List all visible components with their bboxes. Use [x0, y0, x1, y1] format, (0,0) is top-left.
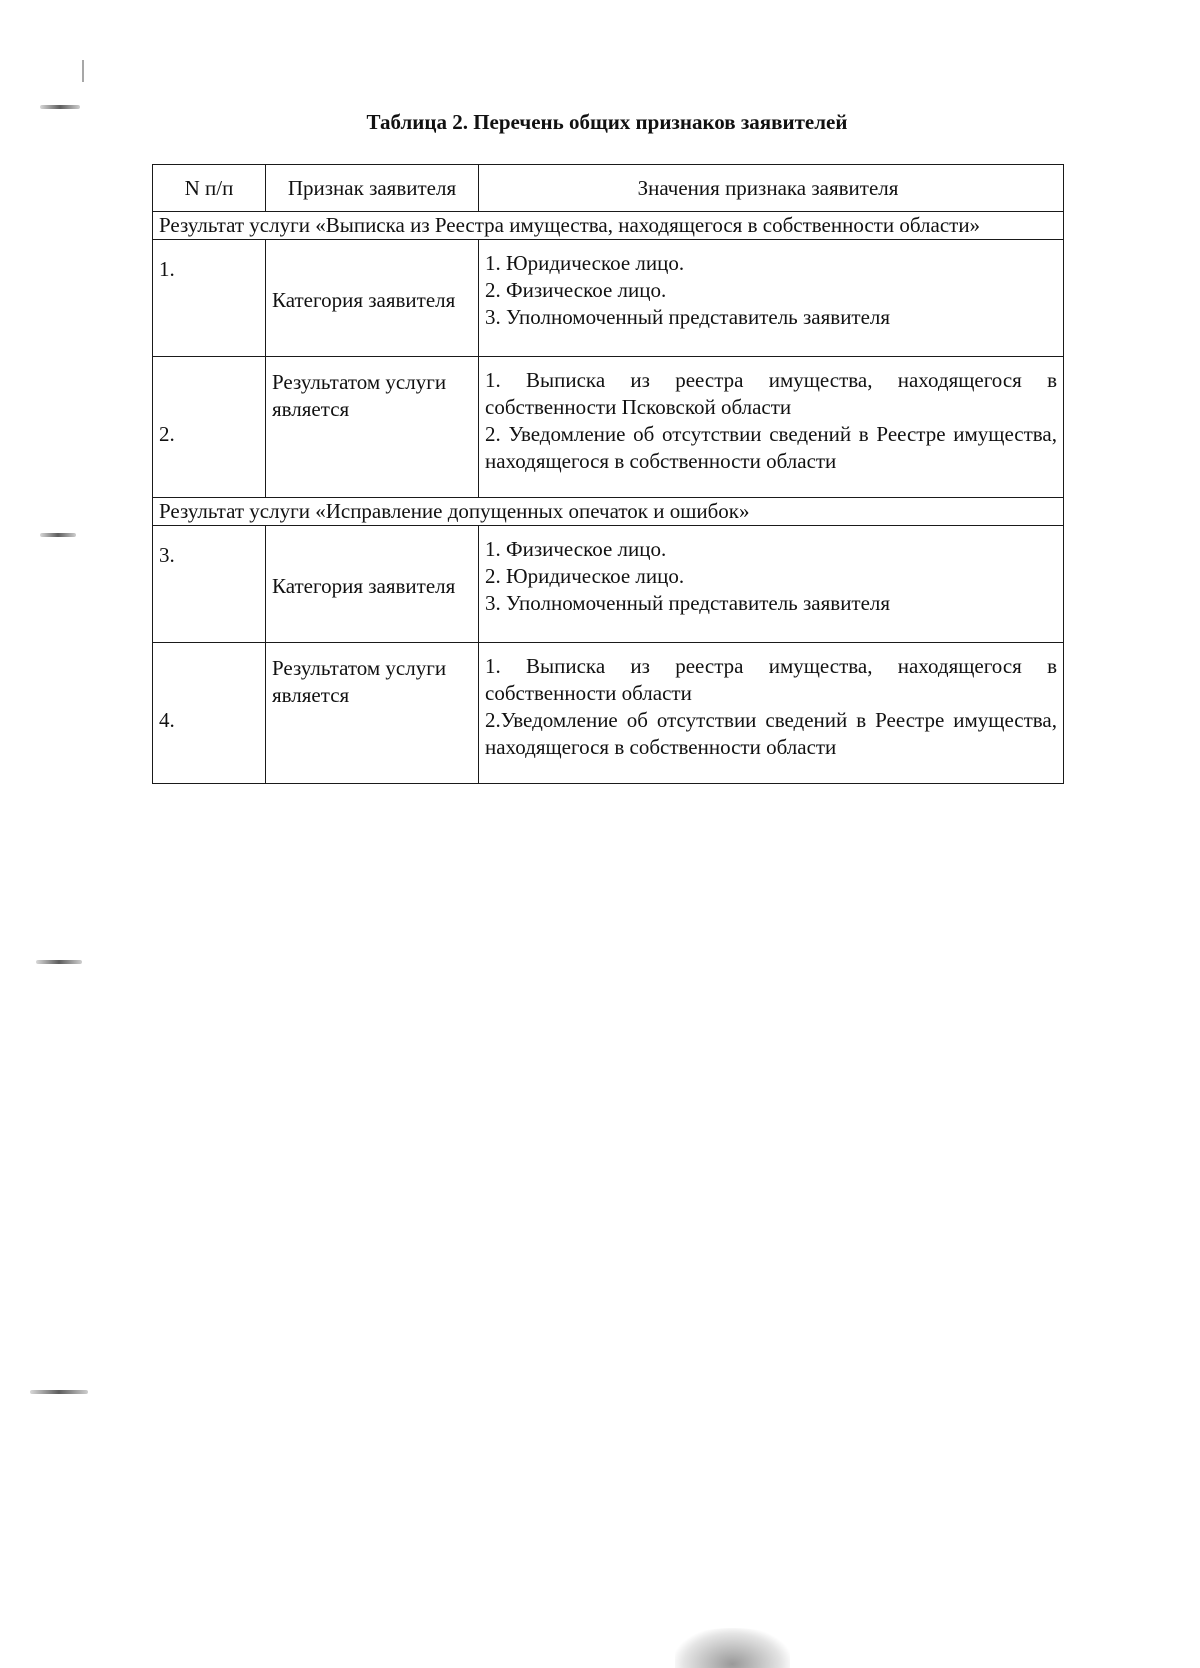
- row-attribute: Результатом услуги является: [266, 357, 479, 498]
- row-values: [479, 357, 1064, 498]
- value-line: 2. Физическое лицо.: [485, 278, 667, 302]
- scan-artifact-smudge: [675, 1628, 790, 1668]
- applicant-attributes-table: [152, 164, 1064, 784]
- value-line: 1. Физическое лицо.: [485, 537, 667, 561]
- section-heading: Результат услуги «Исправление допущенных опечаток и ошибок»: [153, 498, 1064, 526]
- value-line: 3. Уполномоченный представитель заявителя: [485, 305, 891, 329]
- table-row: [153, 643, 1064, 784]
- header-values: Значения признака заявителя: [479, 165, 1064, 212]
- row-number: 2.: [153, 357, 266, 498]
- header-number: N п/п: [153, 165, 266, 212]
- value-line: 2.Уведомление об отсутствии сведений в Реестре имущества, находящегося в собственности области: [485, 708, 1057, 759]
- scan-artifact-line: [82, 60, 84, 82]
- row-number: 1.: [153, 240, 266, 357]
- value-line: 1. Выписка из реестра имущества, находящегося в собственности области: [485, 654, 1057, 705]
- row-number: 3.: [153, 526, 266, 643]
- table-header-row: [153, 165, 1064, 212]
- scan-artifact-mark: [30, 1390, 88, 1394]
- row-values: [479, 643, 1064, 784]
- value-line: 3. Уполномоченный представитель заявителя: [485, 591, 891, 615]
- value-line: 2. Юридическое лицо.: [485, 564, 685, 588]
- value-line: 2. Уведомление об отсутствии сведений в Реестре имущества, находящегося в собственности области: [485, 422, 1057, 473]
- section-heading-row: [153, 212, 1064, 240]
- value-line: 1. Юридическое лицо.: [485, 251, 685, 275]
- row-values: [479, 526, 1064, 643]
- table-title: Таблица 2. Перечень общих признаков заявителей: [366, 110, 848, 134]
- header-attribute: Признак заявителя: [266, 165, 479, 212]
- row-number: 4.: [153, 643, 266, 784]
- table-row: [153, 357, 1064, 498]
- row-attribute: Результатом услуги является: [266, 643, 479, 784]
- section-heading-row: [153, 498, 1064, 526]
- table-row: [153, 240, 1064, 357]
- value-line: 1. Выписка из реестра имущества, находящегося в собственности Псковской области: [485, 368, 1057, 419]
- row-attribute: Категория заявителя: [266, 526, 479, 643]
- section-heading: Результат услуги «Выписка из Реестра имущества, находящегося в собственности области»: [153, 212, 1064, 240]
- scan-artifact-mark: [36, 960, 82, 964]
- scan-artifact-mark: [40, 105, 80, 109]
- table-row: [153, 526, 1064, 643]
- row-attribute: Категория заявителя: [266, 240, 479, 357]
- scan-artifact-mark: [40, 533, 76, 537]
- row-values: [479, 240, 1064, 357]
